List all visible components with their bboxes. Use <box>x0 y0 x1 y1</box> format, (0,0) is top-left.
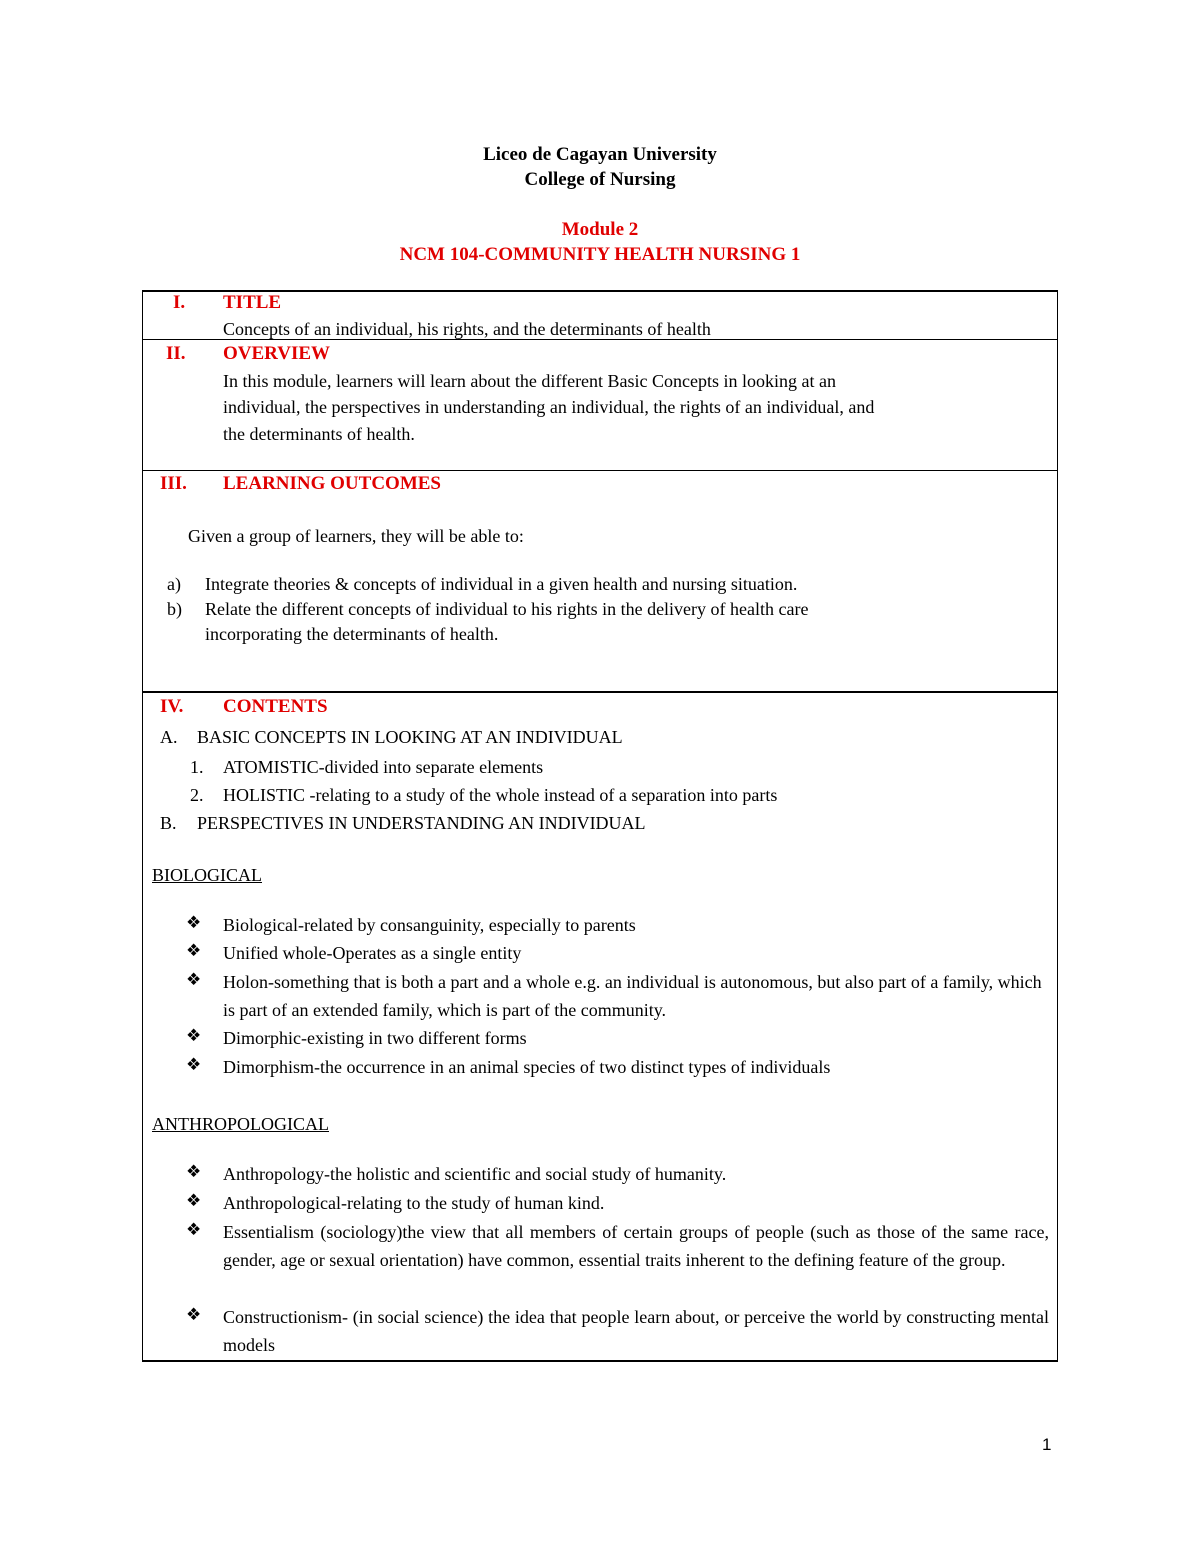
outcome-marker-b: b) <box>167 599 182 619</box>
section-number-outcomes: III. <box>160 473 187 494</box>
page-number: 1 <box>1042 1435 1052 1454</box>
section-heading-title: TITLE <box>223 292 282 313</box>
title-text: Concepts of an individual, his rights, and the determinants of health <box>223 319 711 339</box>
section-number-overview: II. <box>166 343 186 364</box>
row-divider-2 <box>142 470 1058 471</box>
overview-line-2: individual, the perspectives in understanding an individual, the rights of an individual, and <box>223 397 875 417</box>
contents-a-item-2-marker: 2. <box>190 785 204 805</box>
contents-a-item-1: ATOMISTIC-divided into separate elements <box>223 757 544 777</box>
bullet-diamond-icon: ❖ <box>186 970 202 989</box>
bullet-diamond-icon: ❖ <box>186 1305 202 1324</box>
section-number-contents: IV. <box>160 696 184 717</box>
anthropological-item-3: Essentialism (sociology)the view that all members of certain groups of people (such as those of the same race, gender, age or sexual orientation) have common, essential traits inherent to the defining feature of the group. <box>223 1222 1049 1270</box>
contents-b-heading: PERSPECTIVES IN UNDERSTANDING AN INDIVIDUAL <box>197 813 646 833</box>
outcome-item-b-line-1: Relate the different concepts of individual to his rights in the delivery of health care <box>205 599 809 619</box>
section-heading-contents: CONTENTS <box>223 696 328 717</box>
course-title: NCM 104-COMMUNITY HEALTH NURSING 1 <box>399 244 801 265</box>
biological-item-3: Holon-something that is both a part and a whole e.g. an individual is autonomous, but also part of a family, which is part of an extended family, which is part of the community. <box>223 972 1042 1020</box>
section-heading-overview: OVERVIEW <box>223 343 331 364</box>
bullet-diamond-icon: ❖ <box>186 1026 202 1045</box>
contents-a-marker: A. <box>160 727 178 747</box>
overview-line-3: the determinants of health. <box>223 424 415 444</box>
bullet-diamond-icon: ❖ <box>186 1162 202 1181</box>
contents-a-item-1-marker: 1. <box>190 757 204 777</box>
section-heading-outcomes: LEARNING OUTCOMES <box>223 473 441 494</box>
table-bottom-border <box>142 1360 1058 1362</box>
overview-line-1: In this module, learners will learn about the different Basic Concepts in looking at an <box>223 371 837 391</box>
outcome-item-a: Integrate theories & concepts of individual in a given health and nursing situation. <box>205 574 798 594</box>
biological-item-4: Dimorphic-existing in two different forms <box>223 1028 527 1048</box>
college-name: College of Nursing <box>524 169 676 190</box>
biological-item-1: Biological-related by consanguinity, especially to parents <box>223 915 636 935</box>
anthropological-heading: ANTHROPOLOGICAL <box>152 1114 329 1134</box>
bullet-diamond-icon: ❖ <box>186 913 202 932</box>
bullet-diamond-icon: ❖ <box>186 1055 202 1074</box>
contents-a-item-2: HOLISTIC -relating to a study of the whole instead of a separation into parts <box>223 785 778 805</box>
outcomes-intro: Given a group of learners, they will be able to: <box>188 526 524 546</box>
contents-b-marker: B. <box>160 813 177 833</box>
bullet-diamond-icon: ❖ <box>186 1220 202 1239</box>
biological-item-5: Dimorphism-the occurrence in an animal species of two distinct types of individuals <box>223 1057 831 1077</box>
biological-heading: BIOLOGICAL <box>152 865 262 885</box>
module-label: Module 2 <box>561 219 639 240</box>
bullet-diamond-icon: ❖ <box>186 941 202 960</box>
section-number-title: I. <box>173 292 186 313</box>
outcome-marker-a: a) <box>167 574 181 594</box>
bullet-diamond-icon: ❖ <box>186 1191 202 1210</box>
anthropological-item-2: Anthropological-relating to the study of human kind. <box>223 1193 605 1213</box>
anthropological-item-1: Anthropology-the holistic and scientific and social study of humanity. <box>223 1164 727 1184</box>
contents-a-heading: BASIC CONCEPTS IN LOOKING AT AN INDIVIDUAL <box>197 727 623 747</box>
biological-item-2: Unified whole-Operates as a single entity <box>223 943 522 963</box>
row-divider-3 <box>142 691 1058 693</box>
university-name: Liceo de Cagayan University <box>483 144 717 165</box>
anthropological-item-4: Constructionism- (in social science) the idea that people learn about, or perceive the world by constructing mental models <box>223 1307 1049 1355</box>
outcome-item-b-line-2: incorporating the determinants of health. <box>205 624 499 644</box>
